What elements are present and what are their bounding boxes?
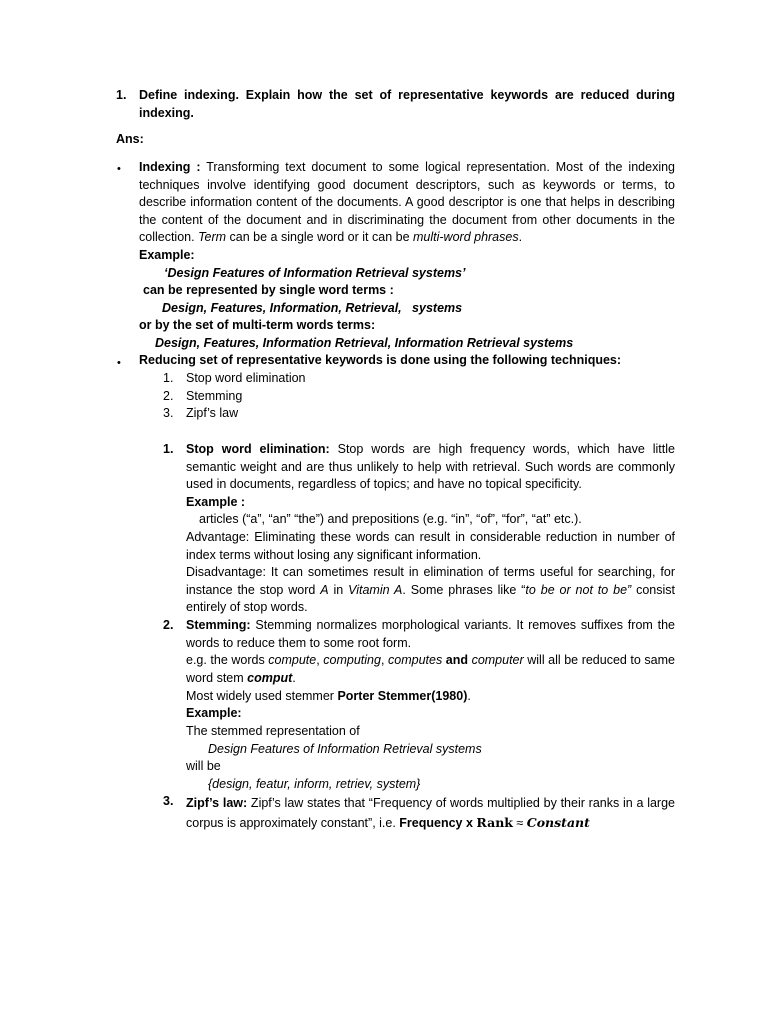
- technique-number: 3.: [163, 406, 174, 420]
- technique-stop-word: Stop word elimination: [186, 371, 306, 385]
- will-be-label: will be: [186, 759, 221, 773]
- indexing-example-phrase: ‘Design Features of Information Retrieval systems’: [164, 266, 466, 280]
- stop-word-number: 1.: [163, 442, 174, 456]
- single-word-intro: can be represented by single word terms :: [143, 283, 394, 297]
- bullet-indexing: •: [117, 163, 121, 175]
- zipf-title: Zipf’s law:: [186, 796, 248, 810]
- stemming-example-label: Example:: [186, 706, 242, 720]
- stemming-paragraph: Stemming: Stemming normalizes morphological variants. It removes suffixes from the words to reduce them to some root form.: [186, 618, 675, 650]
- stemming-title: Stemming:: [186, 618, 251, 632]
- multi-term-intro: or by the set of multi-term words terms:: [139, 318, 376, 332]
- rank-symbol: Rank: [476, 815, 513, 830]
- bullet-reducing: •: [117, 357, 121, 369]
- stemmed-rep-phrase: Design Features of Information Retrieval systems: [208, 742, 482, 756]
- stop-word-advantage: Advantage: Eliminating these words can result in considerable reduction in number of index terms without losing any significant information.: [186, 530, 675, 562]
- multi-word-phrase: multi-word phrases: [413, 230, 519, 245]
- question-text: Define indexing. Explain how the set of representative keywords are reduced during indexing.: [139, 88, 675, 120]
- question-number: 1.: [116, 88, 127, 102]
- stemmed-rep-intro: The stemmed representation of: [186, 724, 360, 738]
- stop-word-disadvantage: Disadvantage: It can sometimes result in elimination of terms useful for searching, for instance the stop word A in Vitamin A. Some phrases like “to be or not to be” consist entirely of stop words.: [186, 565, 675, 615]
- technique-number: 2.: [163, 389, 174, 403]
- technique-stemming: Stemming: [186, 389, 243, 403]
- technique-zipf: Zipf’s law: [186, 406, 239, 420]
- indexing-paragraph: Indexing : Transforming text document to some logical representation. Most of the indexing techniques involve identifying good document descriptors, such as keywords or terms, to describe information content of the documents. A good descriptor is one that helps in describing the content of the document and in discriminating the document from other documents in the collection. Term can be a single word or it can be multi-word phrases.: [139, 160, 675, 245]
- single-word-terms: Design, Features, Information, Retrieval, systems: [162, 301, 463, 315]
- answer-label: Ans:: [116, 132, 144, 146]
- stop-word-example-text: articles (“a”, “an” “the”) and prepositions (e.g. “in”, “of”, “for”, “at” etc.).: [199, 512, 582, 526]
- multi-term-list: Design, Features, Information Retrieval, Information Retrieval systems: [155, 336, 574, 350]
- stop-word-title: Stop word elimination:: [186, 442, 330, 456]
- porter-stemmer-line: Most widely used stemmer Porter Stemmer(1980).: [186, 689, 471, 703]
- indexing-example-label: Example:: [139, 248, 195, 262]
- stop-word-example-label: Example :: [186, 495, 246, 509]
- stemming-number: 2.: [163, 618, 174, 632]
- zipf-number: 3.: [163, 794, 174, 808]
- term-word: Term: [198, 230, 227, 245]
- stemmed-terms: {design, featur, inform, retriev, system}: [208, 777, 421, 791]
- technique-number: 1.: [163, 371, 174, 385]
- stop-word-paragraph: Stop word elimination: Stop words are high frequency words, which have little semantic weight and are thus unlikely to help with retrieval. Such words are commonly used in documents, regardless of topics; and have no topical specificity.: [186, 442, 675, 492]
- indexing-label: Indexing :: [139, 160, 201, 174]
- stemming-example-words: e.g. the words compute, computing, computes and computer will all be reduced to same word stem comput.: [186, 653, 675, 685]
- constant-symbol: Constant: [526, 815, 590, 830]
- zipf-paragraph: Zipf’s law: Zipf’s law states that “Frequency of words multiplied by their ranks in a large corpus is approximately constant”, i.e. Frequency x Rank ≈ Constant: [186, 796, 675, 830]
- reducing-intro: Reducing set of representative keywords is done using the following techniques:: [139, 353, 622, 367]
